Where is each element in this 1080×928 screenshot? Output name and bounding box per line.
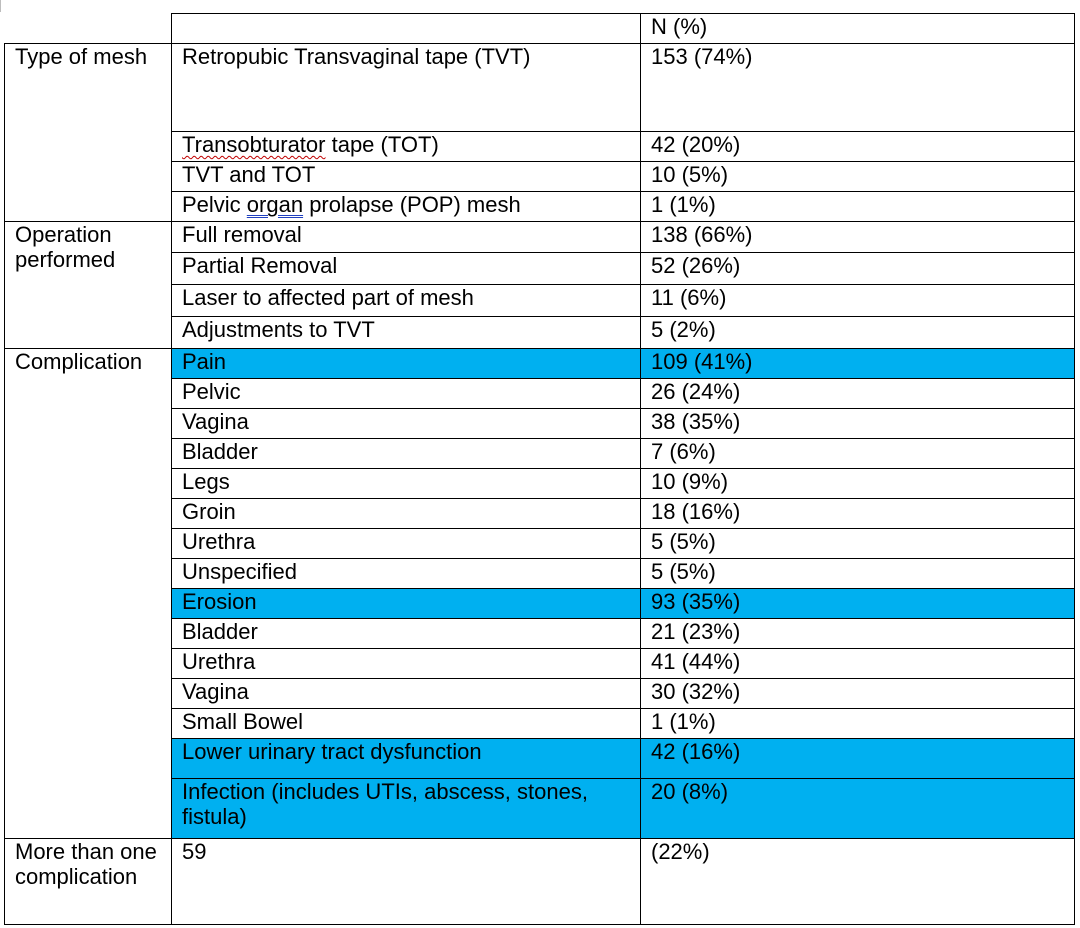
row-value: (22%) <box>641 839 1075 925</box>
row-value: 7 (6%) <box>641 439 1075 469</box>
row-value: 1 (1%) <box>641 192 1075 222</box>
row-value: 38 (35%) <box>641 409 1075 439</box>
group-label-more-than-one-complication: More than one complication <box>5 839 172 925</box>
header-item-cell <box>172 14 641 44</box>
spellcheck-word: Transobturator <box>182 132 326 157</box>
row-value: 5 (5%) <box>641 559 1075 589</box>
row-item <box>172 192 641 222</box>
row-value: 52 (26%) <box>641 253 1075 285</box>
row-item: Vagina <box>172 409 641 439</box>
row-item: Bladder <box>172 439 641 469</box>
row-value: 10 (5%) <box>641 162 1075 192</box>
table-row <box>5 839 1075 925</box>
row-item: Small Bowel <box>172 709 641 739</box>
group-label-operation-performed: Operation performed <box>5 222 172 349</box>
row-item: Groin <box>172 499 641 529</box>
table-header-row <box>5 14 1075 44</box>
row-value: 11 (6%) <box>641 285 1075 317</box>
row-item-rest: tape (TOT) <box>325 132 439 157</box>
row-item: Retropubic Transvaginal tape (TVT) <box>172 44 641 132</box>
row-value: 5 (5%) <box>641 529 1075 559</box>
header-n-percent: N (%) <box>641 14 1075 44</box>
table-row <box>5 222 1075 253</box>
table-row <box>5 44 1075 132</box>
table-row-highlighted <box>5 349 1075 379</box>
mesh-complications-table <box>4 13 1075 925</box>
row-item: Urethra <box>172 649 641 679</box>
row-value: 21 (23%) <box>641 619 1075 649</box>
group-label-complication: Complication <box>5 349 172 839</box>
row-item: TVT and TOT <box>172 162 641 192</box>
row-value: 41 (44%) <box>641 649 1075 679</box>
row-item: Bladder <box>172 619 641 649</box>
row-item: Infection (includes UTIs, abscess, stones, fistula) <box>172 779 641 839</box>
row-value: 138 (66%) <box>641 222 1075 253</box>
row-item: Partial Removal <box>172 253 641 285</box>
row-item: Lower urinary tract dysfunction <box>172 739 641 779</box>
row-value: 18 (16%) <box>641 499 1075 529</box>
row-item: Urethra <box>172 529 641 559</box>
row-value: 109 (41%) <box>641 349 1075 379</box>
row-item: Full removal <box>172 222 641 253</box>
group-label-type-of-mesh: Type of mesh <box>5 44 172 222</box>
row-item: Vagina <box>172 679 641 709</box>
row-value: 42 (20%) <box>641 132 1075 162</box>
page-edge-marker <box>0 0 1 12</box>
row-value: 26 (24%) <box>641 379 1075 409</box>
row-item: 59 <box>172 839 641 925</box>
row-item: Unspecified <box>172 559 641 589</box>
row-value: 30 (32%) <box>641 679 1075 709</box>
row-value: 93 (35%) <box>641 589 1075 619</box>
row-value: 153 (74%) <box>641 44 1075 132</box>
row-item: Erosion <box>172 589 641 619</box>
row-item: Legs <box>172 469 641 499</box>
row-value: 42 (16%) <box>641 739 1075 779</box>
row-value: 10 (9%) <box>641 469 1075 499</box>
row-item: Laser to affected part of mesh <box>172 285 641 317</box>
row-item-part: Pelvic <box>182 192 247 217</box>
row-item: Pelvic <box>172 379 641 409</box>
row-item: Pain <box>172 349 641 379</box>
row-value: 1 (1%) <box>641 709 1075 739</box>
grammar-marked-word: organ <box>246 192 304 217</box>
row-item-part: prolapse (POP) mesh <box>303 192 521 217</box>
row-value: 5 (2%) <box>641 317 1075 349</box>
header-blank-cell <box>5 14 172 44</box>
row-item: Adjustments to TVT <box>172 317 641 349</box>
row-value: 20 (8%) <box>641 779 1075 839</box>
row-item <box>172 132 641 162</box>
